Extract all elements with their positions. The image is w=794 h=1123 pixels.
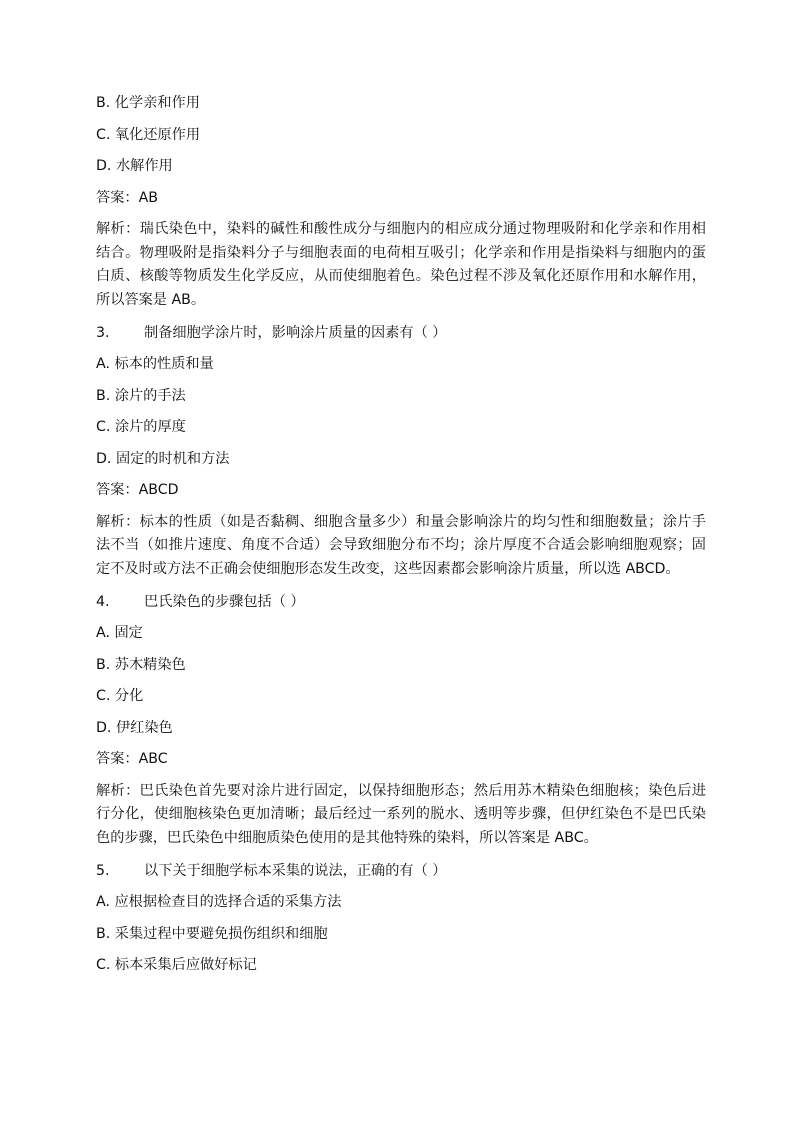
document-page (96, 92, 706, 976)
answer: 答案：AB (96, 189, 159, 206)
option-d: D. 固定的时机和方法 (96, 450, 230, 467)
question-text: 以下关于细胞学标本采集的说法，正确的有（ ） (144, 862, 447, 879)
question-text: 制备细胞学涂片时，影响涂片质量的因素有（ ） (144, 324, 447, 341)
question-stem (96, 591, 706, 613)
option-a: A. 应根据检查目的选择合适的采集方法 (96, 894, 342, 910)
question-text: 巴氏染色的步骤包括（ ） (144, 593, 305, 610)
option-d: D. 伊红染色 (96, 719, 173, 736)
question-stem (96, 322, 706, 344)
question-number: 5. (96, 862, 110, 879)
analysis: 解析：瑞氏染色中，染料的碱性和酸性成分与细胞内的相应成分通过物理吸附和化学亲和作用相结合。物理吸附是指染料分子与细胞表面的电荷相互吸引；化学亲和作用是指染料与细胞内的蛋白质、核酸等物质发生化学反应，从而使细胞着色。染色过程不涉及氧化还原作用和水解作用，所以答案是 AB。 (96, 221, 706, 308)
option-b: B. 苏木精染色 (96, 656, 186, 673)
question-number: 3. (96, 324, 110, 341)
option-c: C. 氧化还原作用 (96, 126, 201, 143)
question-stem (96, 860, 706, 882)
option-c: C. 标本采集后应做好标记 (96, 957, 257, 973)
option-d: D. 水解作用 (96, 158, 173, 174)
option-a: A. 标本的性质和量 (96, 356, 214, 372)
option-b: B. 涂片的手法 (96, 387, 186, 404)
analysis: 解析：巴氏染色首先要对涂片进行固定，以保持细胞形态；然后用苏木精染色细胞核；染色后进行分化，使细胞核染色更加清晰；最后经过一系列的脱水、透明等步骤，但伊红染色不是巴氏染色的步骤，巴氏染色中细胞质染色使用的是其他特殊的染料，所以答案是 ABC。 (96, 782, 706, 846)
question-number: 4. (96, 593, 110, 610)
option-b: B. 化学亲和作用 (96, 95, 200, 111)
option-c: C. 涂片的厚度 (96, 419, 186, 435)
answer: 答案：ABC (96, 751, 168, 767)
option-b: B. 采集过程中要避免损伤组织和细胞 (96, 925, 328, 942)
analysis: 解析：标本的性质（如是否黏稠、细胞含量多少）和量会影响涂片的均匀性和细胞数量；涂片手法不当（如推片速度、角度不合适）会导致细胞分布不均；涂片厚度不合适会影响细胞观察；固定不及时或方法不正确会使细胞形态发生改变，这些因素都会影响涂片质量，所以选 ABCD。 (96, 513, 706, 577)
answer: 答案：ABCD (96, 482, 179, 498)
option-c: C. 分化 (96, 688, 144, 704)
option-a: A. 固定 (96, 625, 143, 641)
